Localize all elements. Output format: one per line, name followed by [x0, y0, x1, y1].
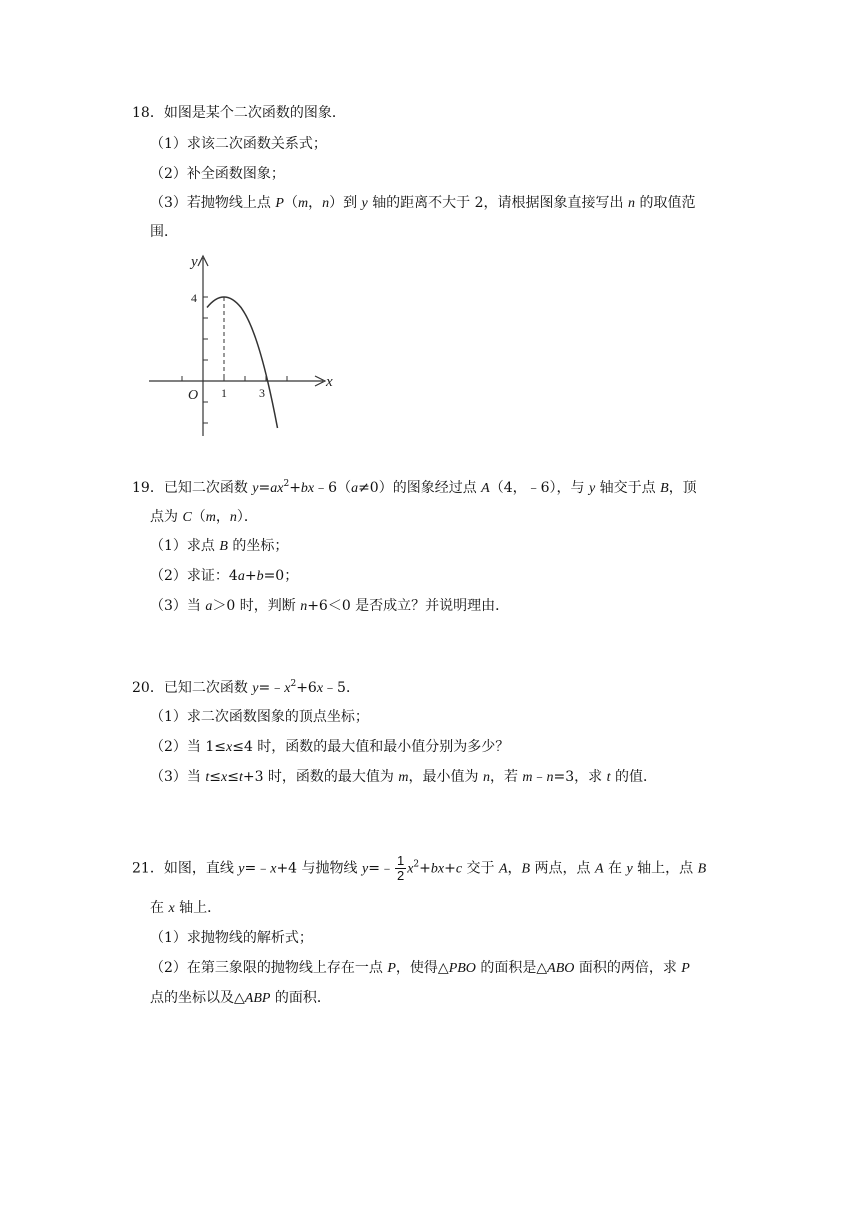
q21-stem-wrap: 在 x 轴上． — [150, 900, 222, 916]
origin-label: O — [188, 388, 199, 403]
q21-part2: （2）在第三象限的抛物线上存在一点 P，使得△PBO 的面积是△ABO 面积的两倍，求 P — [150, 960, 690, 976]
q19-part2: （2）求证：4a+b=0； — [150, 568, 299, 584]
y-axis-label: y — [191, 254, 198, 270]
q20-stem: 20．已知二次函数 $y=﹣x^2+6x﹣5$． — [132, 679, 360, 696]
q19-part1: （1）求点 B 的坐标； — [150, 538, 289, 554]
q21-part1: （1）求抛物线的解析式； — [150, 930, 313, 946]
q20-part2: （2）当 1≤x≤4 时，函数的最大值和最小值分别为多少？ — [150, 739, 510, 755]
q19-stem: 19．已知二次函数 $y=ax^2+bx﹣6(a\ne 0)$的图象经过点 A（4，﹣6），与 y 轴交于点 B，顶 — [132, 479, 697, 496]
fraction-one-half: $\frac{1}{2}$ — [396, 853, 405, 883]
q21-part2-wrap: 点的坐标以及△ABP 的面积． — [150, 990, 331, 1006]
x-tick-3-label: 3 — [259, 386, 265, 400]
x-axis-label: x — [326, 374, 333, 390]
q19-stem-wrap: 点为 C（m，n）． — [150, 509, 258, 525]
q21-stem: 21．如图，直线 y=﹣x+4 与抛物线 y=﹣ $\frac{1}{2}$ $x^2+bx+c$ 交于 A，B 两点，点 A 在 y 轴上，点 B — [132, 853, 707, 883]
q18-part3-wrap: 围． — [150, 224, 178, 240]
y-tick-4-label: 4 — [191, 291, 197, 305]
q18-part2: （2）补全函数图象； — [150, 166, 285, 182]
parabola-curve — [207, 297, 278, 428]
q18-parabola-graph — [145, 250, 345, 440]
q18-part1: （1）求该二次函数关系式； — [150, 136, 327, 152]
q20-part3: （3）当 t≤x≤t+3 时，函数的最大值为 m，最小值为 n，若 m﹣n=3，求 t 的值． — [150, 769, 657, 785]
q20-part1: （1）求二次函数图象的顶点坐标； — [150, 709, 369, 725]
q19-part3: （3）当 a＞0 时，判断 n+6＜0 是否成立？并说明理由． — [150, 598, 510, 614]
x-tick-1-label: 1 — [221, 386, 227, 400]
q18-stem: 18．如图是某个二次函数的图象． — [132, 105, 346, 121]
q18-part3: （3）若抛物线上点 P（m，n）到 y 轴的距离不大于 2，请根据图象直接写出 n 的取值范 — [150, 195, 696, 211]
